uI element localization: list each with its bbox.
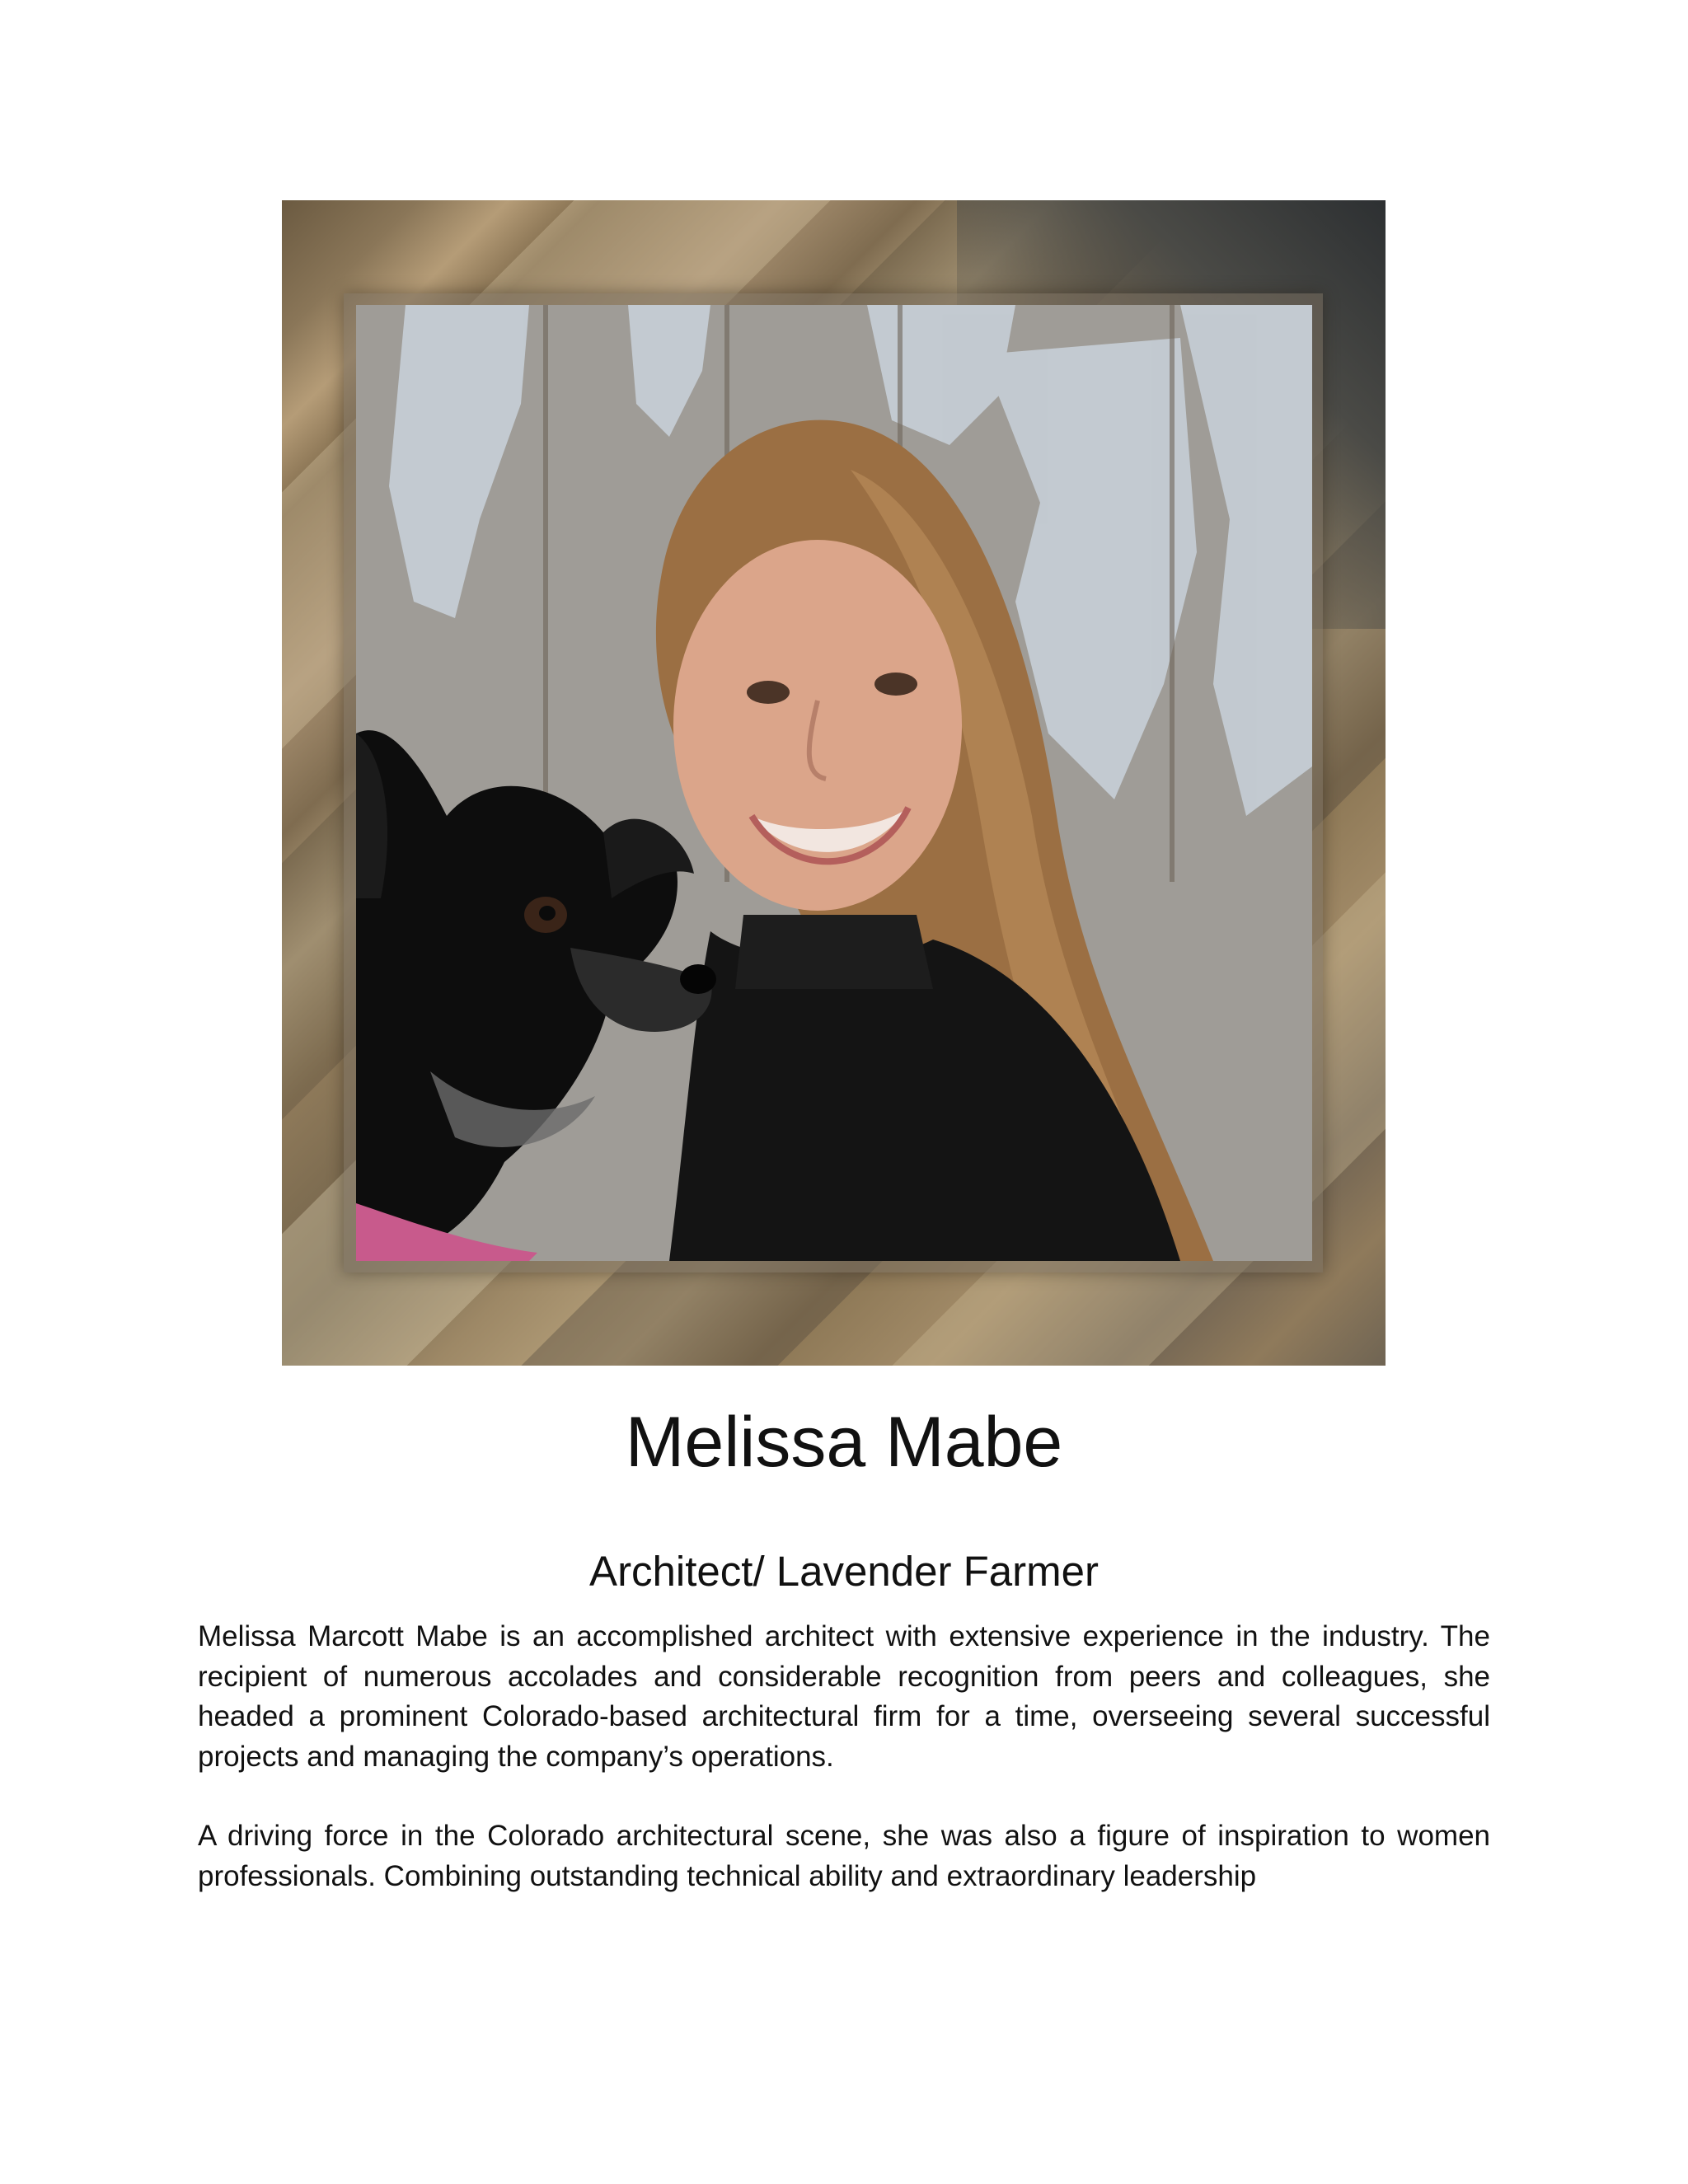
bio-paragraph: A driving force in the Colorado architectural scene, she was also a figure of inspiration to women professionals. Combining outstanding technical ability and extraordinary leadership (198, 1820, 1490, 1892)
person-name: Melissa Mabe (625, 1403, 1063, 1482)
portrait-photo (356, 305, 1312, 1261)
person-role: Architect/ Lavender Farmer (589, 1548, 1099, 1595)
bio-paragraph: Melissa Marcott Mabe is an accomplished architect with extensive experience in the industry. The recipient of numerous accolades and considerable recognition from peers and colleagues, she headed a prominent Colorado-based architectural firm for a time, overseeing several successful projects and managing the company’s operations. (198, 1620, 1490, 1773)
biography (198, 1617, 1490, 1936)
portrait-frame (282, 200, 1386, 1366)
